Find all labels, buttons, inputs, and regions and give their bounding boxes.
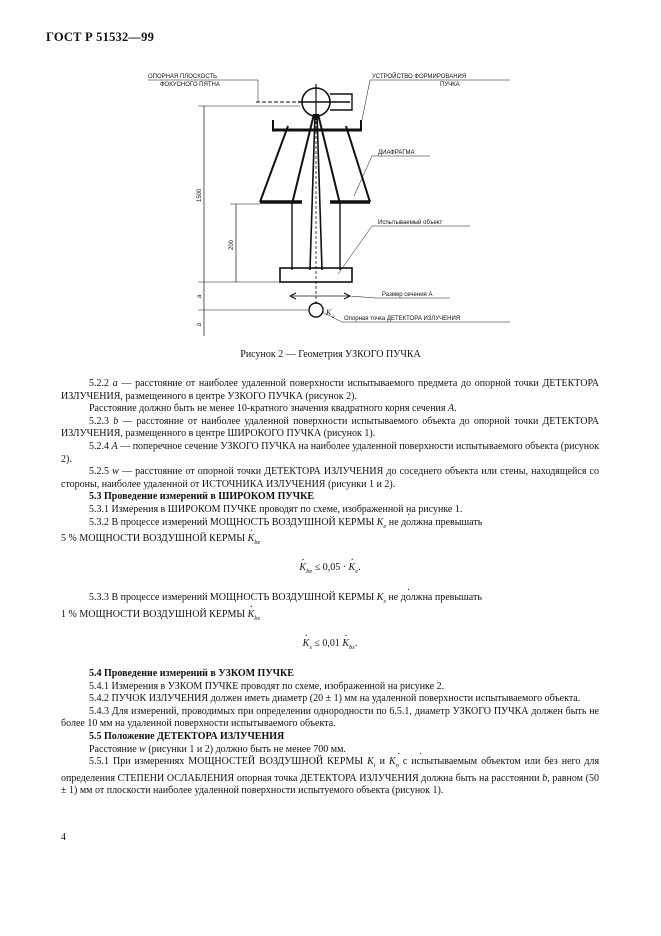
outer-beam-left: [292, 114, 314, 204]
detector-reference-circle: [309, 303, 323, 317]
paragraph-distance-requirement: Расстояние должно быть не менее 10-кратного значения квадратного корня сечения A.: [89, 403, 457, 415]
paragraph-5-4-3: 5.4.3 Для измерений, проводимых при определении однородности по 6.5.1, диаметр УЗКОГО ПУЧКА должен быть не более 10 мм на удаленной поверхности испытываемого объекта.: [61, 705, 599, 730]
heading-5-5: 5.5 Положение ДЕТЕКТОРА ИЗЛУЧЕНИЯ: [89, 731, 285, 743]
narrow-beam-geometry-figure: [140, 64, 520, 336]
paragraph-5-3-3: 5.3.3 В процессе измерений МОЩНОСТЬ ВОЗДУШНОЙ КЕРМЫ · $K_s$ не должна превышать: [61, 592, 599, 609]
label-test-object: Испытываемый объект: [378, 220, 443, 226]
body-text: [61, 378, 599, 798]
paragraph-5-4-2: 5.4.2 ПУЧОК ИЗЛУЧЕНИЯ должен иметь диаметр (20 ± 1) мм на удаленной поверхности испытываемого объекта.: [89, 693, 581, 705]
heading-5-4: 5.4 Проведение измерений в УЗКОМ ПУЧКЕ: [89, 668, 294, 680]
paragraph-5-2-5: 5.2.5 w — расстояние от опорной точки ДЕТЕКТОРА ИЗЛУЧЕНИЯ до соседнего объекта или стены, находящейся со стороны, наиболее удаленной от ИСТОЧНИКА ИЗЛУЧЕНИЯ (рисунки 1 и 2).: [61, 466, 599, 490]
narrow-beam-right: [317, 114, 322, 270]
paragraph-5-3-2-cont: 5 % МОЩНОСТИ ВОЗДУШНОЙ КЕРМЫ · $K_{be}$: [61, 533, 599, 550]
label-focal-plane-2: ФОКУСНОГО ПЯТНА: [160, 82, 220, 88]
page-number: 4: [61, 832, 66, 843]
paragraph-5-2-3: 5.2.3 b — расстояние от наиболее удаленной поверхности испытываемого объекта до опорной точки ДЕТЕКТОРА ИЗЛУЧЕНИЯ, размещенного в центре ШИРОКОГО ПУЧКА (рисунок 1).: [61, 415, 599, 440]
detector-k-symbol: K: [326, 308, 332, 317]
paragraph-5-2-2: 5.2.2 a — расстояние от наиболее удаленной поверхности испытываемого предмета до опорной точки ДЕТЕКТОРА ИЗЛУЧЕНИЯ, размещенного в центре УЗКОГО ПУЧКА (рисунок 2).: [61, 378, 599, 402]
paragraph-5-3-3-cont: 1 % МОЩНОСТИ ВОЗДУШНОЙ КЕРМЫ · $K_{bs}$: [61, 609, 599, 626]
formula-2: · $K_s \le 0,01 \cdot K_{bs}$.: [61, 638, 599, 655]
paragraph-5-5-1: 5.5.1 При измерениях МОЩНОСТЕЙ ВОЗДУШНОЙ КЕРМЫ · $K_i$ $и \cdot K_o$ с испытываемым объектом или без него для определения СТЕПЕНИ ОСЛАБЛЕНИЯ опорная точка ДЕТЕКТОРА ИЗЛУЧЕНИЯ должна быть на расстоянии b, равном (50 ± 1) мм от плоскости наиболее удаленной поверхности испытуемого объекта (рисунок 1).: [61, 756, 599, 798]
paragraph-5-2-4: 5.2.4 A — поперечное сечение УЗКОГО ПУЧКА на наиболее удаленной поверхности испытываемого объекта (рисунок 2).: [61, 440, 600, 465]
outer-beam-right: [318, 114, 340, 204]
dim-label-b: b: [197, 322, 203, 326]
document-header: ГОСТ Р 51532—99: [46, 30, 155, 44]
dim-label-1500: 1500: [197, 188, 203, 202]
label-focal-plane-1: ОПОРНАЯ ПЛОСКОСТЬ: [148, 74, 218, 80]
dim-label-200: 200: [229, 239, 235, 250]
label-detector-ref: Опорная точка ДЕТЕКТОРА ИЗЛУЧЕНИЯ: [344, 316, 461, 322]
label-beam-device-1: УСТРОЙСТВО ФОРМИРОВАНИЯ: [372, 74, 467, 80]
paragraph-5-4-1: 5.4.1 Измерения в УЗКОМ ПУЧКЕ проводят по схеме, изображенной на рисунке 2.: [89, 680, 445, 692]
dim-label-a: a: [197, 294, 203, 298]
detector-k-sub: a: [332, 315, 335, 320]
label-section-size: Размер сечения А: [382, 292, 433, 298]
test-object-rect: [280, 268, 352, 282]
paragraph-w-distance: Расстояние w (рисунки 1 и 2) должно быть не менее 700 мм.: [89, 743, 346, 755]
formula-1: · $K_{be} \le 0,05$ · · $K_e$.: [61, 562, 599, 579]
figure-caption: Рисунок 2 — Геометрия УЗКОГО ПУЧКА: [240, 349, 421, 360]
paragraph-5-3-2: 5.3.2 В процессе измерений МОЩНОСТЬ ВОЗДУШНОЙ КЕРМЫ · $K_e$ не должна превышать: [61, 517, 599, 534]
paragraph-5-3-1: 5.3.1 Измерения в ШИРОКОМ ПУЧКЕ проводят по схеме, изображенной на рисунке 1.: [89, 503, 463, 515]
heading-5-3: 5.3 Проведение измерений в ШИРОКОМ ПУЧКЕ: [89, 491, 315, 503]
label-beam-device-2: ПУЧКА: [440, 82, 460, 88]
label-diaphragm: ДИАФРАГМА: [378, 150, 415, 156]
narrow-beam-left: [310, 114, 315, 270]
